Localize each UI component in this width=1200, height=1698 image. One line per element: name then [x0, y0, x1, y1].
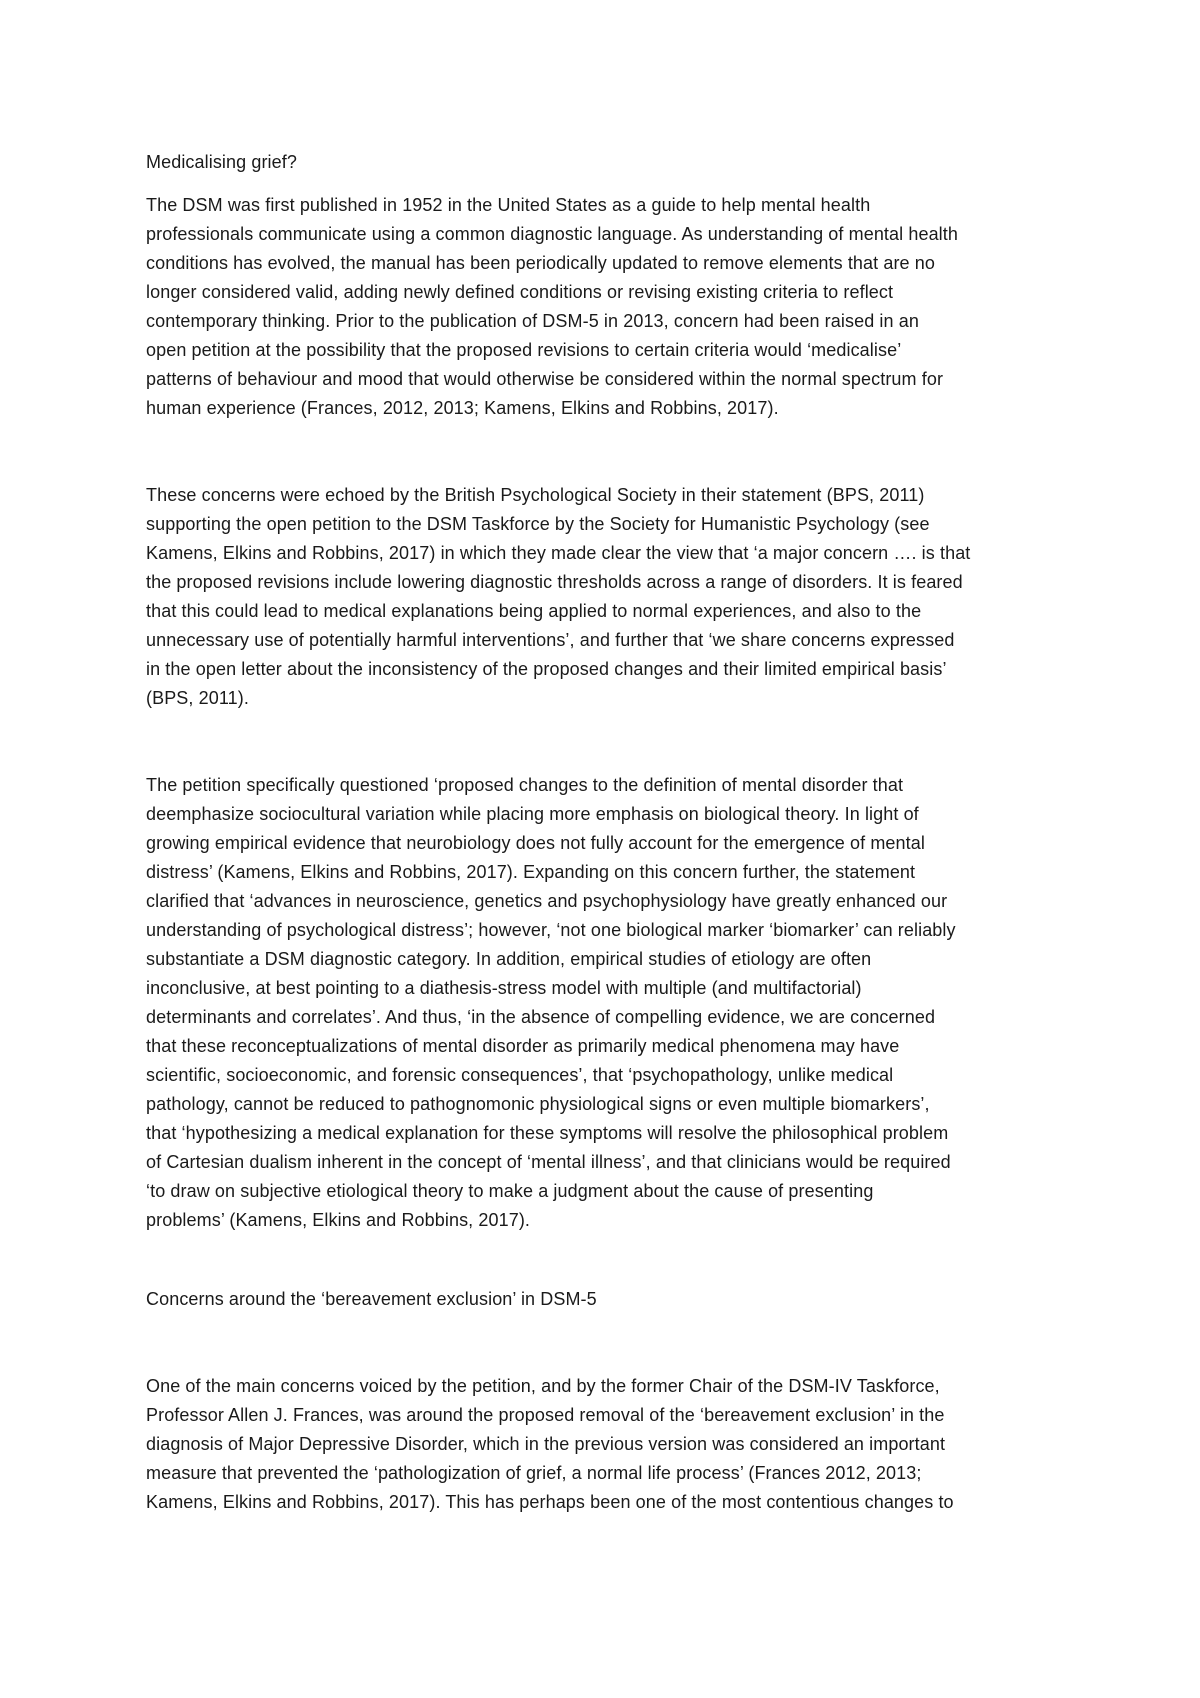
paragraph-spacer — [146, 713, 1052, 771]
section-subheading: Concerns around the ‘bereavement exclusion’ in DSM-5 — [146, 1289, 597, 1309]
text-line: supporting the open petition to the DSM Taskforce by the Society for Humanistic Psychology (see — [146, 514, 930, 534]
text-line: substantiate a DSM diagnostic category. In addition, empirical studies of etiology are often — [146, 949, 872, 969]
paragraph-spacer — [146, 1235, 1052, 1285]
text-line: One of the main concerns voiced by the petition, and by the former Chair of the DSM-IV Taskforce, — [146, 1376, 940, 1396]
text-line: professionals communicate using a common diagnostic language. As understanding of mental health — [146, 224, 958, 244]
text-line: measure that prevented the ‘pathologization of grief, a normal life process’ (Frances 2012, 2013; — [146, 1463, 922, 1483]
text-line: clarified that ‘advances in neuroscience, genetics and psychophysiology have greatly enhanced our — [146, 891, 948, 911]
text-line: of Cartesian dualism inherent in the concept of ‘mental illness’, and that clinicians would be required — [146, 1152, 951, 1172]
text-line: in the open letter about the inconsistency of the proposed changes and their limited empirical basis’ — [146, 659, 947, 679]
text-line: scientific, socioeconomic, and forensic consequences’, that ‘psychopathology, unlike medical — [146, 1065, 894, 1085]
text-line: pathology, cannot be reduced to pathognomonic physiological signs or even multiple biomarkers’, — [146, 1094, 930, 1114]
text-line: inconclusive, at best pointing to a diathesis-stress model with multiple (and multifactorial) — [146, 978, 862, 998]
document-title: Medicalising grief? — [146, 152, 297, 172]
text-line: These concerns were echoed by the British Psychological Society in their statement (BPS, 2011) — [146, 485, 925, 505]
text-line: The petition specifically questioned ‘proposed changes to the definition of mental disorder that — [146, 775, 904, 795]
text-line: conditions has evolved, the manual has been periodically updated to remove elements that are no — [146, 253, 935, 273]
text-line: that this could lead to medical explanations being applied to normal experiences, and also to the — [146, 601, 922, 621]
text-line: longer considered valid, adding newly defined conditions or revising existing criteria to reflect — [146, 282, 894, 302]
paragraph-bps-statement — [146, 481, 1052, 713]
text-line: open petition at the possibility that the proposed revisions to certain criteria would ‘medicalise’ — [146, 340, 902, 360]
text-line: diagnosis of Major Depressive Disorder, which in the previous version was considered an important — [146, 1434, 946, 1454]
paragraph-spacer — [146, 423, 1052, 481]
document-body — [146, 148, 1052, 1517]
text-line: the proposed revisions include lowering diagnostic thresholds across a range of disorders. It is feared — [146, 572, 963, 592]
text-line: Professor Allen J. Frances, was around the proposed removal of the ‘bereavement exclusion’ in the — [146, 1405, 945, 1425]
text-line: problems’ (Kamens, Elkins and Robbins, 2017). — [146, 1210, 531, 1230]
text-line: deemphasize sociocultural variation while placing more emphasis on biological theory. In light of — [146, 804, 919, 824]
paragraph-spacer — [146, 1314, 1052, 1372]
text-line: Kamens, Elkins and Robbins, 2017). This has perhaps been one of the most contentious changes to — [146, 1492, 954, 1512]
text-line: distress’ (Kamens, Elkins and Robbins, 2017). Expanding on this concern further, the statement — [146, 862, 916, 882]
text-line: growing empirical evidence that neurobiology does not fully account for the emergence of mental — [146, 833, 925, 853]
text-line: contemporary thinking. Prior to the publication of DSM-5 in 2013, concern had been raised in an — [146, 311, 919, 331]
text-line: patterns of behaviour and mood that would otherwise be considered within the normal spectrum for — [146, 369, 944, 389]
paragraph-dsm-history — [146, 191, 1052, 423]
text-line: determinants and correlates’. And thus, ‘in the absence of compelling evidence, we are concerned — [146, 1007, 936, 1027]
text-line: ‘to draw on subjective etiological theory to make a judgment about the cause of presenting — [146, 1181, 874, 1201]
text-line: human experience (Frances, 2012, 2013; Kamens, Elkins and Robbins, 2017). — [146, 398, 779, 418]
paragraph-bereavement-exclusion — [146, 1372, 1052, 1517]
text-line: understanding of psychological distress’; however, ‘not one biological marker ‘biomarker’ can reliably — [146, 920, 956, 940]
text-line: (BPS, 2011). — [146, 688, 249, 708]
text-line: that ‘hypothesizing a medical explanation for these symptoms will resolve the philosophical problem — [146, 1123, 949, 1143]
text-line: The DSM was first published in 1952 in the United States as a guide to help mental health — [146, 195, 871, 215]
text-line: Kamens, Elkins and Robbins, 2017) in which they made clear the view that ‘a major concern …. is that — [146, 543, 971, 563]
paragraph-petition-questions — [146, 771, 1052, 1235]
text-line: that these reconceptualizations of mental disorder as primarily medical phenomena may have — [146, 1036, 900, 1056]
text-line: unnecessary use of potentially harmful interventions’, and further that ‘we share concerns expressed — [146, 630, 955, 650]
